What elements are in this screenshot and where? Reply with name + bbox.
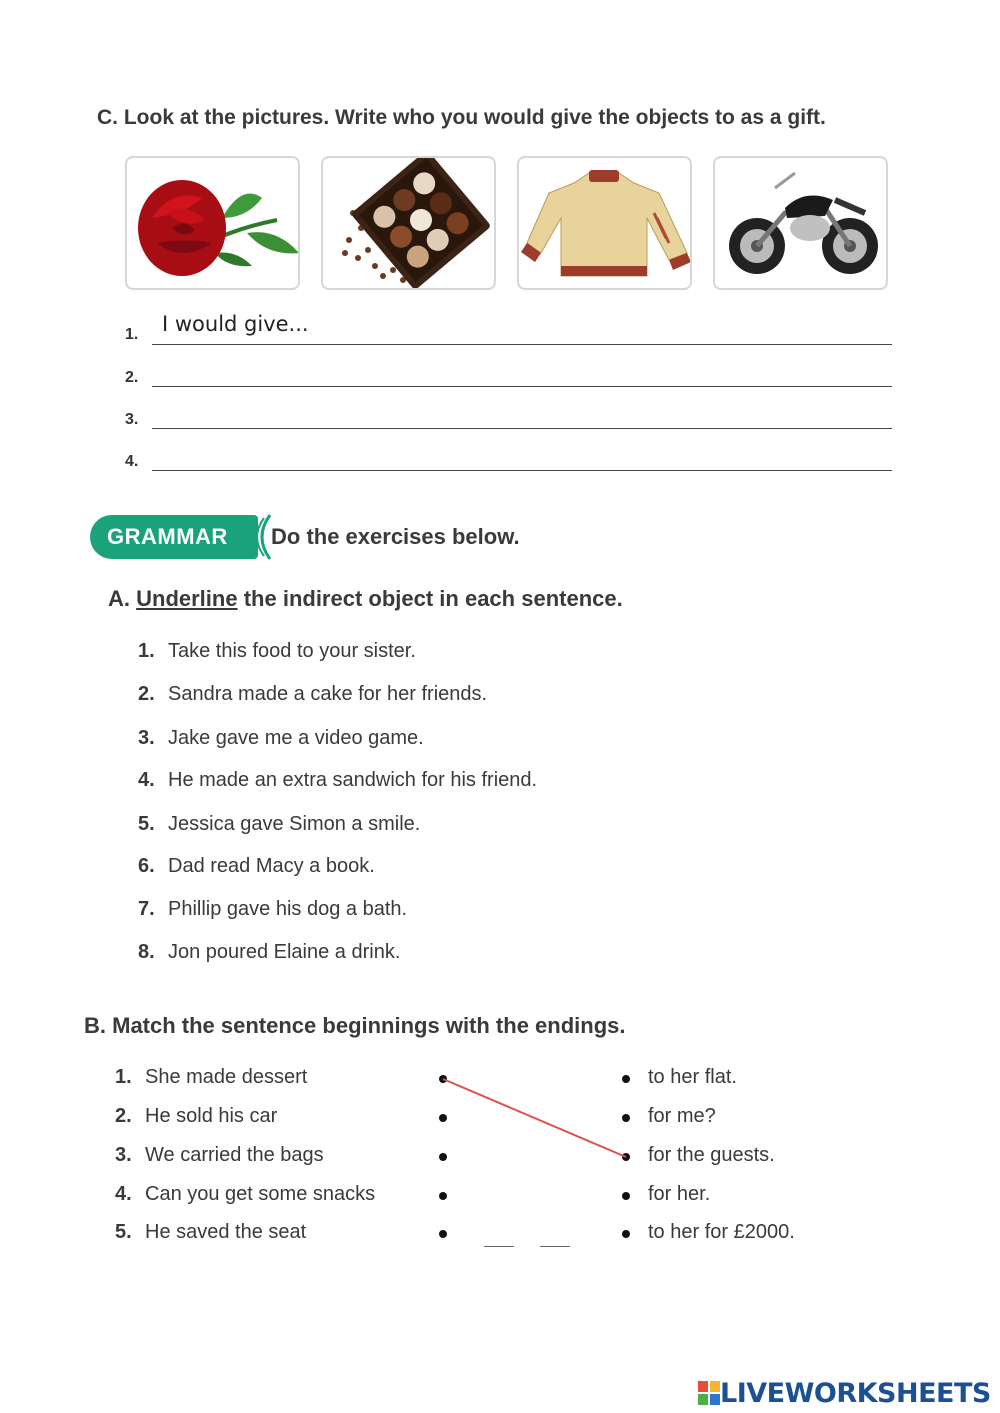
item-text[interactable]: He made an extra sandwich for his friend. — [168, 769, 538, 791]
item-number: 5. — [138, 813, 155, 835]
item-text[interactable]: Phillip gave his dog a bath. — [168, 898, 408, 920]
item-number: 1. — [138, 640, 155, 662]
beginning-number: 5. — [115, 1221, 132, 1243]
match-ending: to her for £2000. — [648, 1221, 795, 1243]
item-number: 3. — [138, 727, 155, 749]
beginning-text: She made dessert — [145, 1066, 308, 1088]
beginning-text: Can you get some snacks — [145, 1183, 376, 1205]
section-a-rest: the indirect object in each sentence. — [243, 586, 623, 611]
item-text[interactable]: Sandra made a cake for her friends. — [168, 683, 488, 705]
match-ending: for the guests. — [648, 1144, 775, 1166]
item-text[interactable]: Jon poured Elaine a drink. — [168, 941, 401, 963]
grammar-intro: Do the exercises below. — [271, 524, 520, 549]
section-b-instruction: B. Match the sentence beginnings with the endings. — [84, 1013, 626, 1038]
item-number: 8. — [138, 941, 155, 963]
answer-number: 3. — [125, 411, 139, 428]
item-number: 4. — [138, 769, 155, 791]
section-a-letter: A. — [108, 586, 130, 611]
match-ending: for me? — [648, 1105, 716, 1127]
beginning-number: 1. — [115, 1066, 132, 1088]
item-text[interactable]: Take this food to your sister. — [168, 640, 416, 662]
underline-word: Underline — [136, 586, 238, 611]
beginning-number: 2. — [115, 1105, 132, 1127]
beginning-text: We carried the bags — [145, 1144, 324, 1166]
beginning-number: 3. — [115, 1144, 132, 1166]
liveworksheets-logo — [698, 1376, 991, 1410]
answer-1-text[interactable]: I would give... — [162, 312, 309, 336]
item-number: 6. — [138, 855, 155, 877]
answer-number: 1. — [125, 326, 139, 343]
match-ending: to her flat. — [648, 1066, 737, 1088]
section-c-instruction: C. Look at the pictures. Write who you would give the objects to as a gift. — [97, 106, 826, 129]
beginning-number: 4. — [115, 1183, 132, 1205]
item-text[interactable]: Dad read Macy a book. — [168, 855, 375, 877]
logo-text: LIVEWORKSHEETS — [720, 1377, 991, 1409]
grammar-badge-label: GRAMMAR — [107, 524, 228, 549]
item-number: 2. — [138, 683, 155, 705]
logo-icon — [698, 1381, 720, 1405]
match-connection-line — [443, 1079, 626, 1157]
blank-mark — [484, 1246, 514, 1247]
match-ending: for her. — [648, 1183, 711, 1205]
item-text[interactable]: Jake gave me a video game. — [168, 727, 424, 749]
answer-number: 4. — [125, 453, 139, 470]
item-number: 7. — [138, 898, 155, 920]
beginning-text: He saved the seat — [145, 1221, 307, 1243]
item-text[interactable]: Jessica gave Simon a smile. — [168, 813, 421, 835]
blank-mark — [540, 1246, 570, 1247]
beginning-text: He sold his car — [145, 1105, 278, 1127]
answer-number: 2. — [125, 369, 139, 386]
